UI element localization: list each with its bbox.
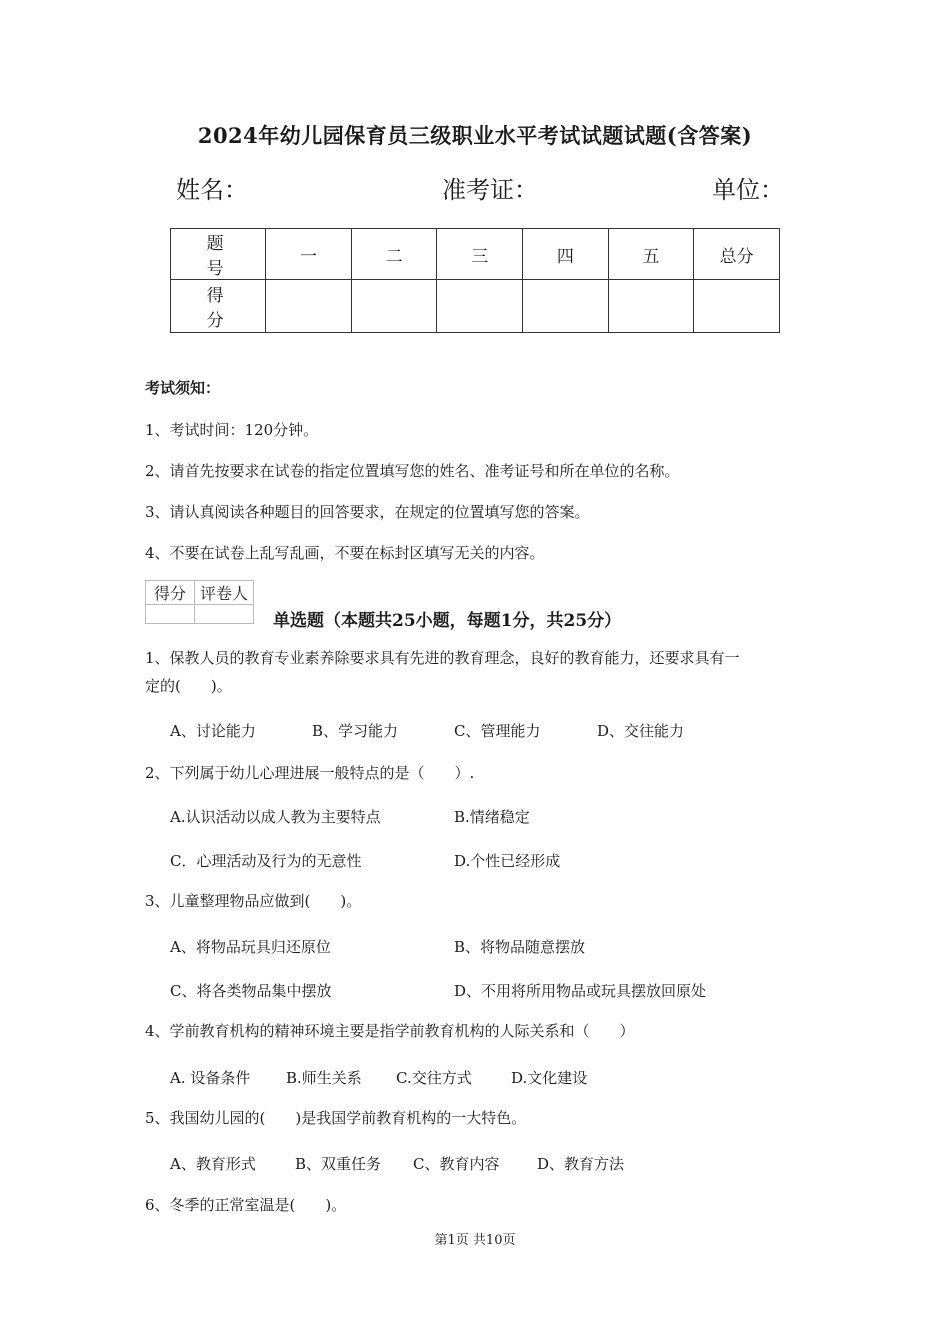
grader-name-cell[interactable] — [195, 605, 254, 624]
question-stem: 6、冬季的正常室温是( )。 — [145, 1196, 347, 1214]
score-table — [170, 228, 780, 333]
notice-heading: 考试须知： — [145, 379, 221, 397]
question-option[interactable]: A. 设备条件 — [170, 1069, 251, 1087]
score-cell[interactable] — [437, 280, 523, 333]
grader-score-cell[interactable] — [146, 605, 195, 624]
grader-box — [145, 580, 254, 624]
score-cell[interactable] — [523, 280, 609, 333]
notice-item: 2、请首先按要求在试卷的指定位置填写您的姓名、准考证号和所在单位的名称。 — [145, 462, 680, 480]
question-option[interactable]: D、不用将所用物品或玩具摆放回原处 — [454, 982, 707, 1000]
name-field-label: 姓名： — [176, 176, 248, 204]
question-option[interactable]: C、教育内容 — [413, 1155, 500, 1173]
notice-item: 3、请认真阅读各种题目的回答要求，在规定的位置填写您的答案。 — [145, 503, 590, 521]
score-table-score-row — [171, 280, 780, 333]
question-stem: 4、学前教育机构的精神环境主要是指学前教育机构的人际关系和（ ） — [145, 1022, 635, 1040]
score-cell[interactable] — [694, 280, 780, 333]
question-option[interactable]: B.情绪稳定 — [454, 808, 530, 826]
question-stem: 5、我国幼儿园的( )是我国学前教育机构的一大特色。 — [145, 1109, 527, 1127]
score-table-header-row — [171, 229, 780, 280]
question-option[interactable]: A.认识活动以成人教为主要特点 — [170, 808, 381, 826]
document-title: 2024年幼儿园保育员三级职业水平考试试题试题(含答案) — [197, 123, 753, 148]
question-option[interactable]: D、教育方法 — [537, 1155, 625, 1173]
question-stem: 1、保教人员的教育专业素养除要求具有先进的教育理念，良好的教育能力，还要求具有一 — [145, 649, 740, 667]
score-table-header-cell: 题 号 — [171, 229, 266, 280]
score-table-header-cell: 三 — [437, 229, 523, 280]
question-stem: 3、儿童整理物品应做到( )。 — [145, 892, 362, 910]
score-cell[interactable] — [266, 280, 352, 333]
unit-field-label: 单位： — [712, 176, 784, 204]
question-option[interactable]: C、将各类物品集中摆放 — [170, 982, 332, 1000]
notice-item: 1、考试时间：120分钟。 — [145, 421, 319, 439]
grader-score-label: 得分 — [146, 581, 195, 605]
question-option[interactable]: C.交往方式 — [396, 1069, 472, 1087]
question-option[interactable]: C．心理活动及行为的无意性 — [170, 852, 362, 870]
question-option[interactable]: C、管理能力 — [454, 722, 541, 740]
question-option[interactable]: A、将物品玩具归还原位 — [170, 938, 331, 956]
candidate-fields — [0, 170, 950, 206]
score-table-header-cell: 一 — [266, 229, 352, 280]
score-table-header-cell: 总分 — [694, 229, 780, 280]
question-option[interactable]: B、双重任务 — [295, 1155, 382, 1173]
question-option[interactable]: B、学习能力 — [312, 722, 399, 740]
exam-number-field-label: 准考证： — [442, 176, 538, 204]
grader-name-label: 评卷人 — [195, 581, 254, 605]
question-option[interactable]: A、教育形式 — [170, 1155, 256, 1173]
question-option[interactable]: D.文化建设 — [511, 1069, 588, 1087]
section-heading: 单选题（本题共25小题，每题1分，共25分） — [273, 611, 622, 631]
question-option[interactable]: A、讨论能力 — [170, 722, 256, 740]
question-stem: 2、下列属于幼儿心理进展一般特点的是（ ）. — [145, 764, 475, 782]
page-footer: 第1页 共10页 — [434, 1233, 516, 1248]
score-cell[interactable] — [351, 280, 437, 333]
question-option[interactable]: D.个性已经形成 — [454, 852, 561, 870]
score-table-header-cell: 二 — [351, 229, 437, 280]
score-table-header-cell: 四 — [523, 229, 609, 280]
question-option[interactable]: D、交往能力 — [597, 722, 685, 740]
score-row-label: 得 分 — [171, 280, 266, 333]
question-option[interactable]: B.师生关系 — [286, 1069, 362, 1087]
question-option[interactable]: B、将物品随意摆放 — [454, 938, 586, 956]
notice-item: 4、不要在试卷上乱写乱画，不要在标封区填写无关的内容。 — [145, 544, 545, 562]
question-stem-continued: 定的( )。 — [145, 677, 232, 695]
score-cell[interactable] — [608, 280, 694, 333]
score-table-header-cell: 五 — [608, 229, 694, 280]
